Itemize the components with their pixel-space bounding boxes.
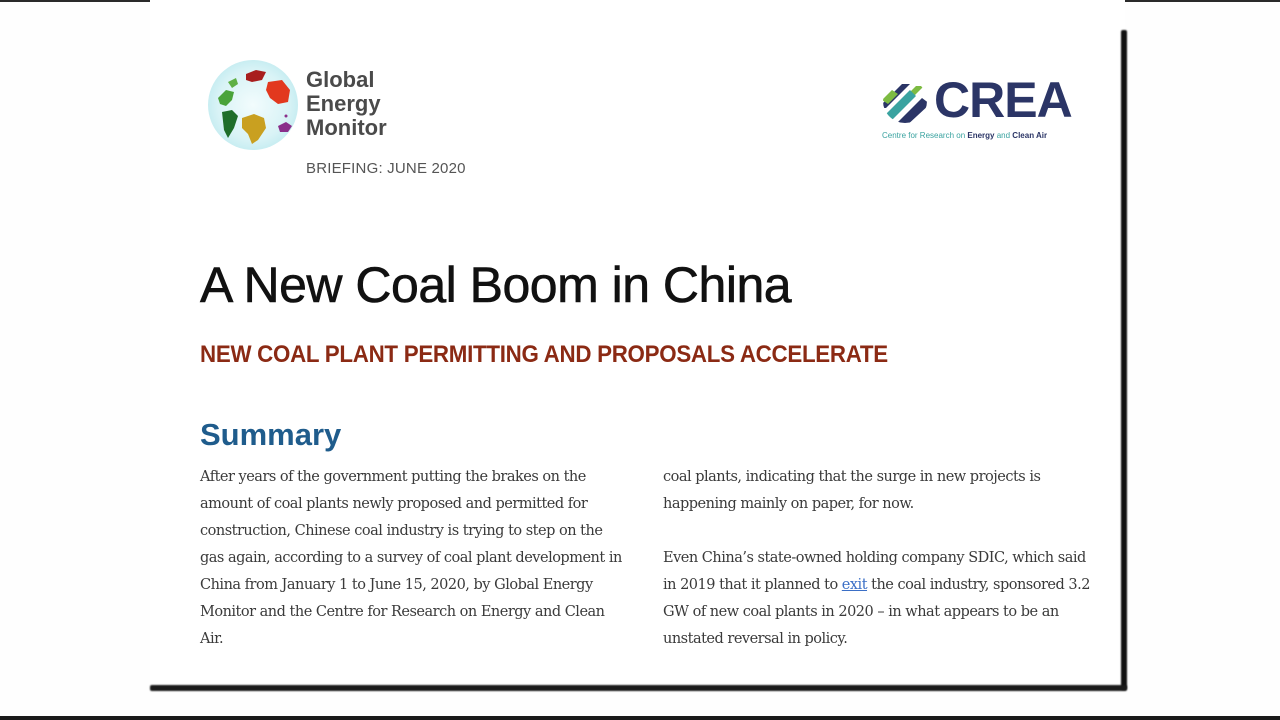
summary-left-column bbox=[200, 464, 630, 680]
globe-icon bbox=[208, 60, 298, 150]
crea-wordmark: CREA bbox=[934, 72, 1072, 128]
summary-paragraph-3: Even China’s state-owned holding company SDIC, which said in 2019 that it planned to exit the coal industry, sponsored 3.2 GW of new coal plants in 2020 – in what appears to be an unstated reversal in policy. bbox=[663, 550, 1090, 647]
page-shadow-bottom bbox=[150, 685, 1127, 691]
exit-link[interactable]: exit bbox=[841, 577, 868, 593]
gem-name-line-1: Global bbox=[306, 67, 375, 92]
gem-wordmark bbox=[306, 68, 387, 140]
gem-name-line-2: Energy bbox=[306, 91, 381, 116]
summary-paragraph-2: coal plants, indicating that the surge in new projects is happening mainly on paper, for now. bbox=[663, 469, 1041, 512]
gem-logo bbox=[208, 60, 387, 150]
summary-right-column bbox=[663, 464, 1093, 680]
crea-tagline: Centre for Research on Energy and Clean Air bbox=[882, 131, 1048, 140]
document-subtitle: NEW COAL PLANT PERMITTING AND PROPOSALS ACCELERATE bbox=[200, 341, 888, 368]
briefing-date: BRIEFING: JUNE 2020 bbox=[306, 160, 466, 177]
document-title: A New Coal Boom in China bbox=[200, 257, 792, 313]
gem-name-line-3: Monitor bbox=[306, 115, 387, 140]
crea-checkmark-icon bbox=[882, 78, 928, 124]
summary-paragraph-1: After years of the government putting the brakes on the amount of coal plants newly proposed and permitted for construction, Chinese coal industry is trying to step on the gas again, according to a survey of coal plant development in China from January 1 to June 15, 2020, by Global Energy Monitor and the Centre for Research on Energy and Clean Air. bbox=[200, 469, 622, 647]
page-shadow-right bbox=[1121, 30, 1127, 690]
summary-heading: Summary bbox=[200, 417, 342, 452]
crea-logo bbox=[880, 74, 1095, 146]
